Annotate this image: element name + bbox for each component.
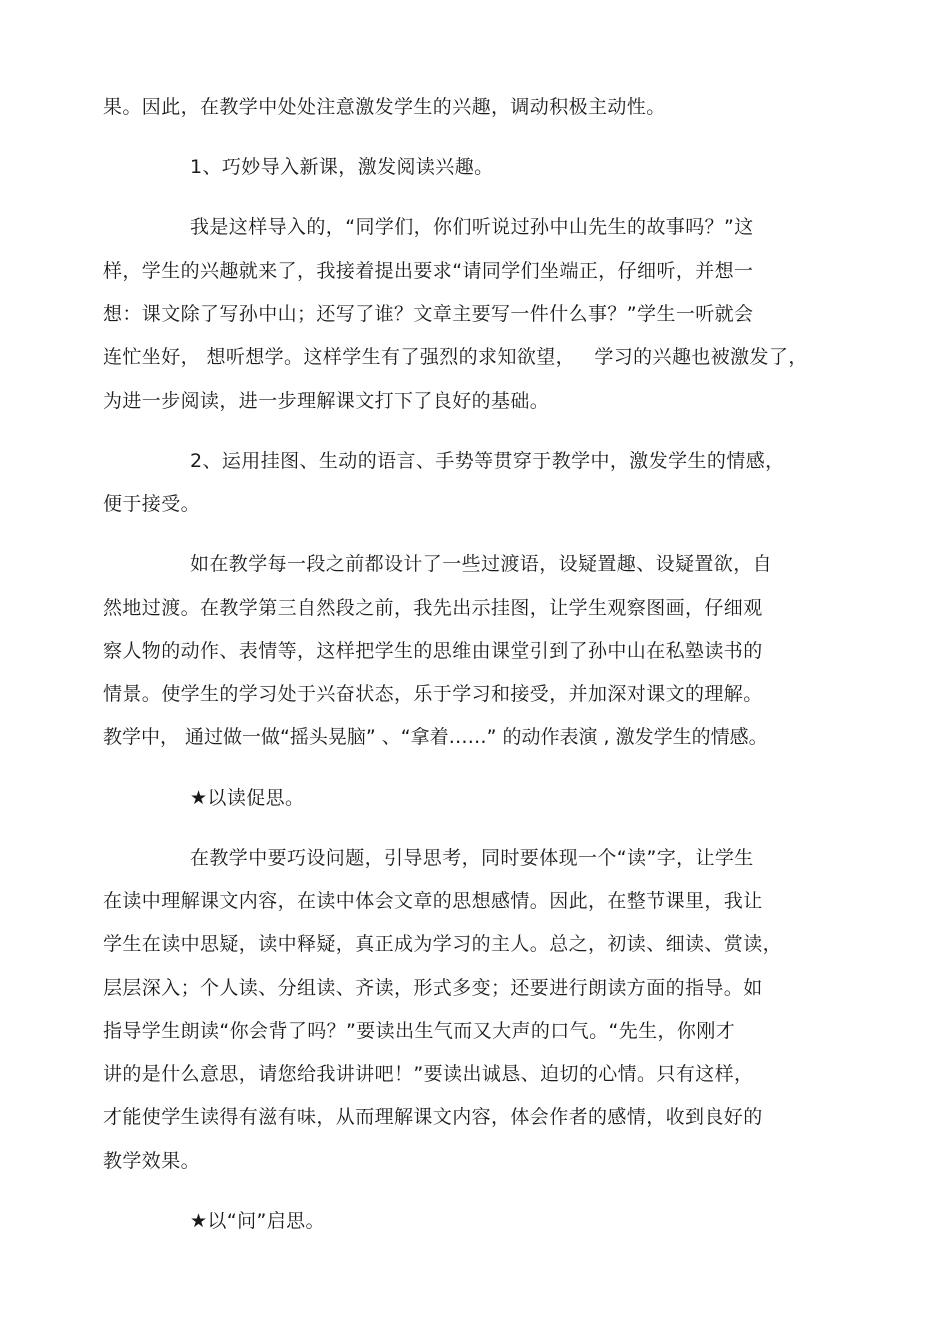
star-heading: ★以“问”启思。 (190, 1210, 325, 1232)
text-line: 想：课文除了写孙中山；还写了谁？文章主要写一件什么事？”学生一听就会 (103, 303, 754, 325)
text-line: 讲的是什么意思，请您给我讲讲吧！”要读出诚恳、迫切的心情。只有这样， (103, 1063, 754, 1085)
text-line: 指导学生朗读“你会背了吗？”要读出生气而又大声的口气。“先生，你刚才 (103, 1020, 736, 1042)
text-line: 便于接受。 (103, 493, 201, 515)
text-line: 在教学中要巧设问题，引导思考，同时要体现一个“读”字，让学生 (190, 847, 754, 869)
text-line: 层层深入；个人读、分组读、齐读，形式多变；还要进行朗读方面的指导。如 (103, 977, 763, 999)
text-line: 如在教学每一段之前都设计了一些过渡语，设疑置趣、设疑置欲，自 (190, 553, 773, 575)
text-line: 教学效果。 (103, 1150, 201, 1172)
text-line: 为进一步阅读，进一步理解课文打下了良好的基础。 (103, 390, 550, 412)
section-heading: 2、运用挂图、生动的语言、手势等贯穿于教学中，激发学生的情感， (190, 450, 785, 472)
text-line: 教学中， 通过做一做“摇头晃脑” 、“拿着……” 的动作表演 , 激发学生的情感。 (103, 726, 768, 748)
text-line: 我是这样导入的，“同学们，你们听说过孙中山先生的故事吗？”这 (190, 216, 754, 238)
text-line: 连忙坐好， 想听想学。这样学生有了强烈的求知欲望， 学习的兴趣也被激发了， (103, 346, 808, 368)
text-line: 学生在读中思疑，读中释疑，真正成为学习的主人。总之，初读、细读、赏读， (103, 933, 783, 955)
text-line: 在读中理解课文内容，在读中体会文章的思想感情。因此，在整节课里，我让 (103, 890, 763, 912)
star-heading: ★以读促思。 (190, 787, 305, 809)
text-line: 样，学生的兴趣就来了，我接着提出要求“请同学们坐端正，仔细听，并想一 (103, 260, 754, 282)
text-line: 才能使学生读得有滋有味，从而理解课文内容，体会作者的感情，收到良好的 (103, 1106, 763, 1128)
text-line: 然地过渡。在教学第三自然段之前，我先出示挂图，让学生观察图画，仔细观 (103, 597, 763, 619)
text-line: 察人物的动作、表情等，这样把学生的思维由课堂引到了孙中山在私塾读书的 (103, 640, 763, 662)
text-line: 情景。使学生的学习处于兴奋状态，乐于学习和接受，并加深对课文的理解。 (103, 683, 763, 705)
section-heading: 1、巧妙导入新课，激发阅读兴趣。 (190, 156, 494, 178)
text-line: 果。因此，在教学中处处注意激发学生的兴趣，调动积极主动性。 (103, 96, 666, 118)
